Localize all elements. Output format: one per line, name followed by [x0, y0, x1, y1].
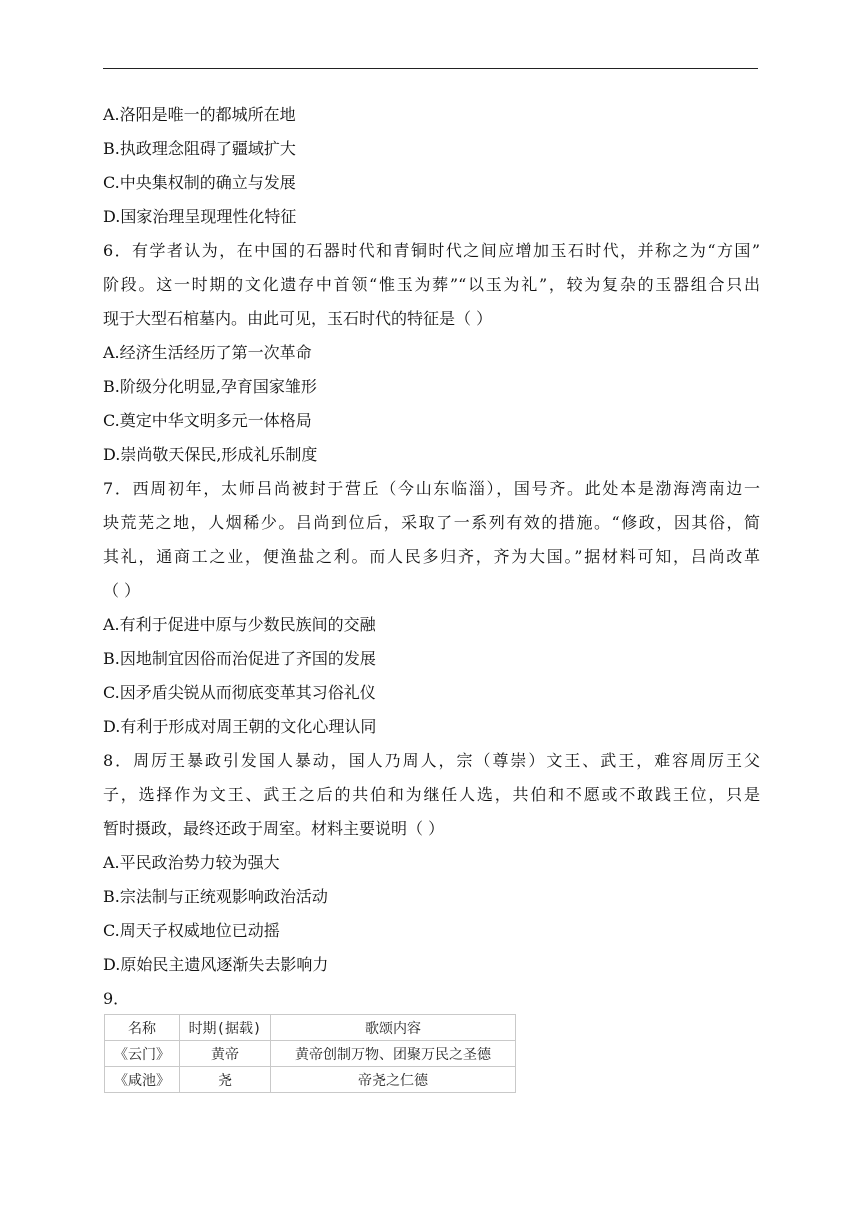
q7-option-c: C.因矛盾尖锐从而彻底变革其习俗礼仪	[103, 683, 376, 702]
q8-option-d: D.原始民主遗风逐渐失去影响力	[103, 955, 329, 974]
q6-stem-line-2: 阶段。这一时期的文化遗存中首领“惟玉为葬”“以玉为礼”，较为复杂的玉器组合只出	[103, 275, 760, 294]
q5-option-a: A.洛阳是唯一的都城所在地	[103, 105, 296, 124]
q7-option-a: A.有利于促进中原与少数民族间的交融	[103, 615, 376, 634]
q8-option-b: B.宗法制与正统观影响政治活动	[103, 887, 328, 906]
q8-option-a: A.平民政治势力较为强大	[103, 853, 280, 872]
q8-option-c: C.周天子权威地位已动摇	[103, 921, 280, 940]
table-cell-content: 帝尧之仁德	[271, 1067, 516, 1093]
q8-stem-line-3: 暂时摄政，最终还政于周室。材料主要说明（ ）	[103, 819, 445, 838]
question-content	[103, 98, 760, 1016]
q5-option-b: B.执政理念阻碍了疆域扩大	[103, 139, 296, 158]
q5-option-c: C.中央集权制的确立与发展	[103, 173, 296, 192]
header-rule	[103, 68, 758, 69]
table-header-name: 名称	[105, 1015, 180, 1041]
table-cell-name: 《咸池》	[105, 1067, 180, 1093]
q6-option-d: D.崇尚敬天保民,形成礼乐制度	[103, 445, 318, 464]
q8-stem-line-1: 8．周厉王暴政引发国人暴动，国人乃周人，宗（尊崇）文王、武王，难容周厉王父	[103, 751, 760, 770]
table-cell-name: 《云门》	[105, 1041, 180, 1067]
table-header-row	[105, 1015, 516, 1041]
q7-option-d: D.有利于形成对周王朝的文化心理认同	[103, 717, 377, 736]
q6-option-c: C.奠定中华文明多元一体格局	[103, 411, 312, 430]
q8-stem-line-2: 子，选择作为文王、武王之后的共伯和为继任人选，共伯和不愿或不敢践王位，只是	[103, 785, 760, 804]
q5-option-d: D.国家治理呈现理性化特征	[103, 207, 297, 226]
q7-stem-line-2: 块荒芜之地，人烟稀少。吕尚到位后，采取了一系列有效的措施。“修政，因其俗，简	[103, 513, 760, 532]
q6-option-a: A.经济生活经历了第一次革命	[103, 343, 312, 362]
table-row	[105, 1041, 516, 1067]
q6-stem-line-1: 6．有学者认为，在中国的石器时代和青铜时代之间应增加玉石时代，并称之为“方国”	[103, 241, 760, 260]
table-row	[105, 1067, 516, 1093]
table-cell-content: 黄帝创制万物、团聚万民之圣德	[271, 1041, 516, 1067]
q7-stem-line-4: （ ）	[103, 581, 141, 600]
q7-stem-line-3: 其礼，通商工之业，便渔盐之利。而人民多归齐，齐为大国。”据材料可知，吕尚改革	[103, 547, 760, 566]
q7-option-b: B.因地制宜因俗而治促进了齐国的发展	[103, 649, 376, 668]
q6-option-b: B.阶级分化明显,孕育国家雏形	[103, 377, 317, 396]
q9-number: 9．	[103, 989, 130, 1008]
q6-stem-line-3: 现于大型石棺墓内。由此可见，玉石时代的特征是（ ）	[103, 309, 493, 328]
table-header-content: 歌颂内容	[271, 1015, 516, 1041]
q7-stem-line-1: 7．西周初年，太师吕尚被封于营丘（今山东临淄），国号齐。此处本是渤海湾南边一	[103, 479, 760, 498]
table-cell-period: 尧	[180, 1067, 271, 1093]
q9-table	[104, 1014, 516, 1093]
table-cell-period: 黄帝	[180, 1041, 271, 1067]
table-header-period: 时期(据载)	[180, 1015, 271, 1041]
